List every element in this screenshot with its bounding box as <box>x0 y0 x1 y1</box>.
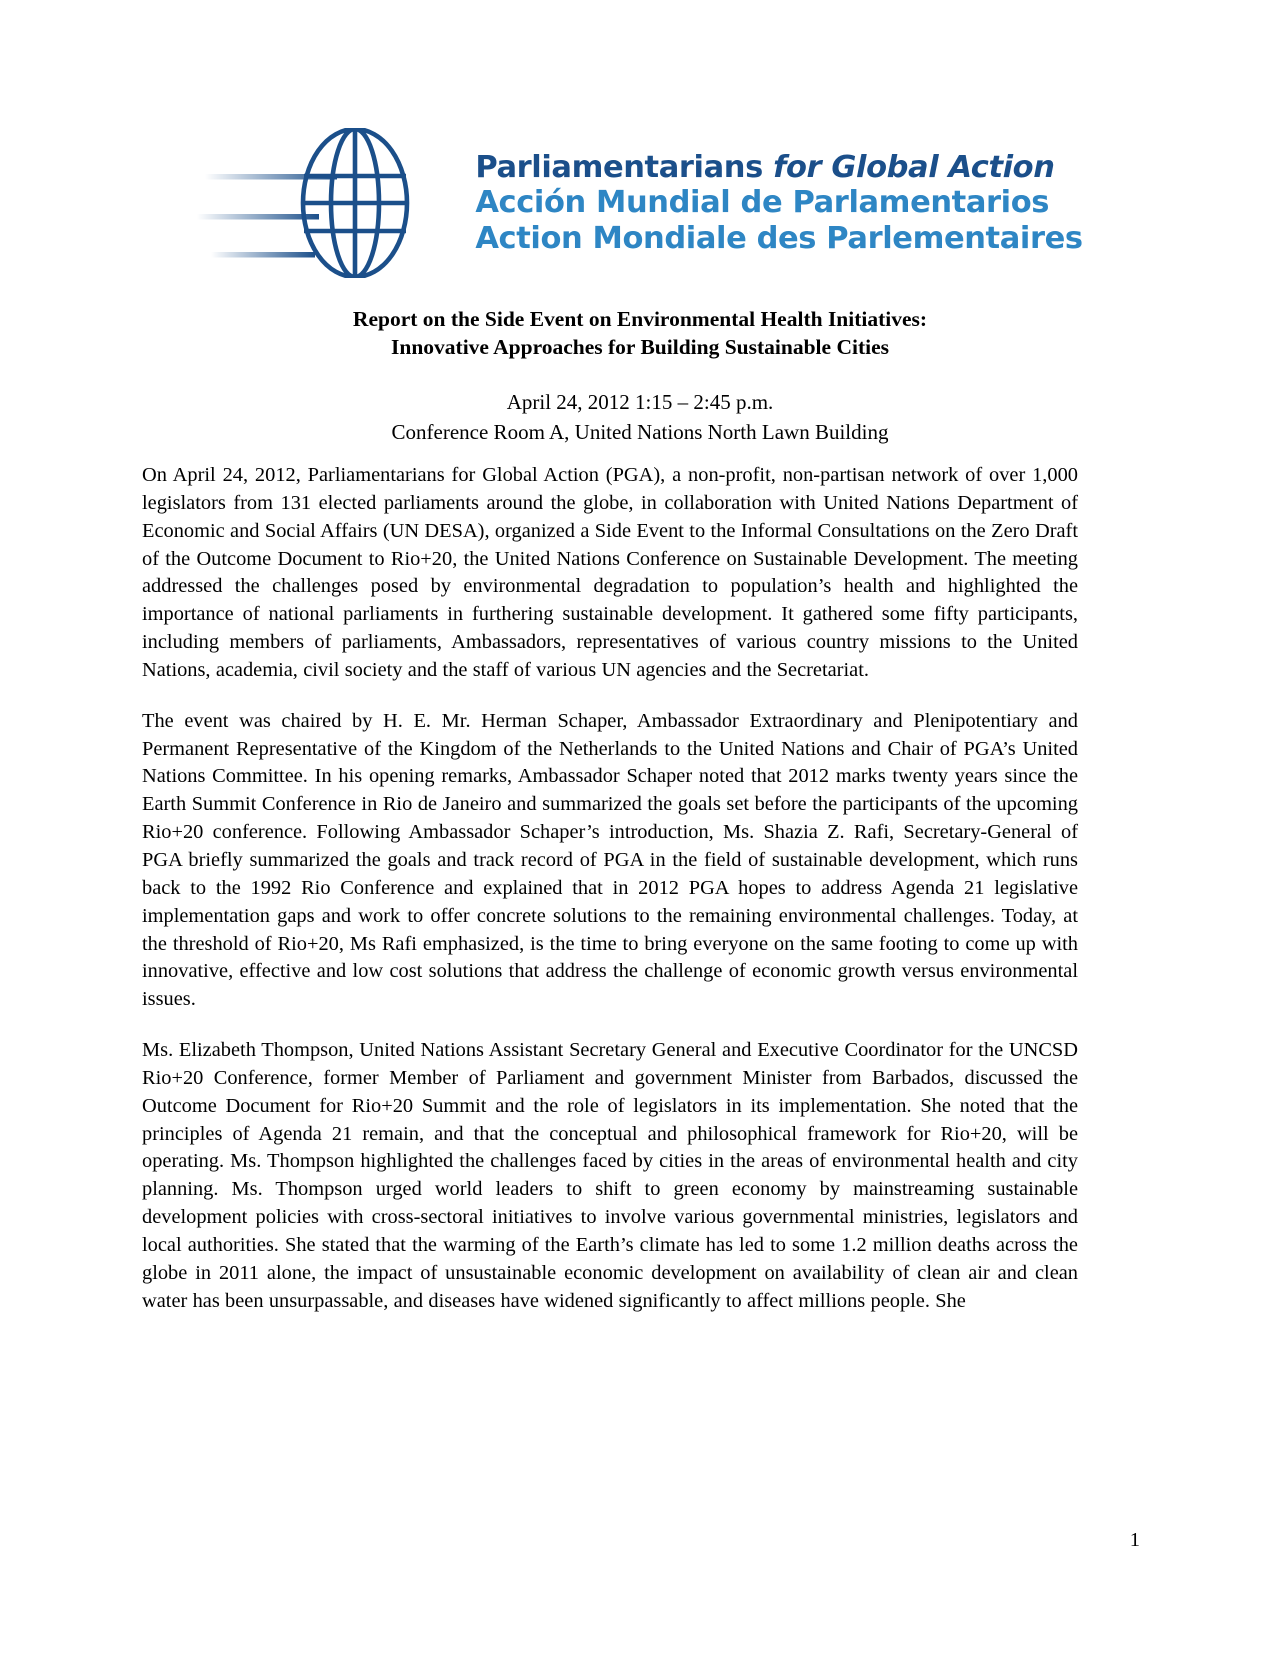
logo-line-french: Action Mondiale des Parlementaires <box>475 220 1083 256</box>
page-number: 1 <box>1129 1529 1140 1551</box>
logo <box>197 128 1082 278</box>
logo-line-english <box>475 150 1082 185</box>
event-venue: Conference Room A, United Nations North Lawn Building <box>391 419 889 444</box>
body-paragraph-2: The event was chaired by H. E. Mr. Herman Schaper, Ambassador Extraordinary and Plenipotentiary and Permanent Representative of the Kingdom of the Netherlands to the United Nations and Chair of PGA’s United Nations Committee. In his opening remarks, Ambassador Schaper noted that 2012 marks twenty years since the Earth Summit Conference in Rio de Janeiro and summarized the goals set before the participants of the upcoming Rio+20 conference. Following Ambassador Schaper’s introduction, Ms. Shazia Z. Rafi, Secretary-General of PGA briefly summarized the goals and track record of PGA in the field of sustainable development, which runs back to the 1992 Rio Conference and explained that in 2012 PGA hopes to address Agenda 21 legislative implementation gaps and work to offer concrete solutions to the remaining environmental challenges. Today, at the threshold of Rio+20, Ms Rafi emphasized, is the time to bring everyone on the same footing to come up with innovative, effective and low cost solutions that address the challenge of economic growth versus environmental issues. <box>142 709 1078 1011</box>
event-datetime: April 24, 2012 1:15 – 2:45 p.m. <box>506 390 774 414</box>
logo-wordmark <box>475 150 1082 256</box>
logo-line-english-italic: for Global Action <box>773 149 1055 185</box>
page-title-line-1: Report on the Side Event on Environmental Health Initiatives: <box>352 307 928 331</box>
body-paragraph-1: On April 24, 2012, Parliamentarians for Global Action (PGA), a non-profit, non-partisan network of over 1,000 legislators from 131 elected parliaments around the globe, in collaboration with United Nations Department of Economic and Social Affairs (UN DESA), organized a Side Event to the Informal Consultations on the Zero Draft of the Outcome Document to Rio+20, the United Nations Conference on Sustainable Development. The meeting addressed the challenges posed by environmental degradation to population’s health and highlighted the importance of national parliaments in furthering sustainable development. It gathered some fifty participants, including members of parliaments, Ambassadors, representatives of various country missions to the United Nations, academia, civil society and the staff of various UN agencies and the Secretariat. <box>142 464 1078 681</box>
page-title-line-2: Innovative Approaches for Building Sustainable Cities <box>391 335 889 360</box>
globe-icon <box>197 128 457 278</box>
logo-line-spanish: Acción Mundial de Parlamentarios <box>475 185 1050 221</box>
page-title <box>140 305 1140 362</box>
body-paragraph-3: Ms. Elizabeth Thompson, United Nations Assistant Secretary General and Executive Coordinator for the UNCSD Rio+20 Conference, former Member of Parliament and government Minister from Barbados, discussed the Outcome Document for Rio+20 Summit and the role of legislators in its implementation. She noted that the principles of Agenda 21 remain, and that the conceptual and philosophical framework for Rio+20, will be operating. Ms. Thompson highlighted the challenges faced by cities in the areas of environmental health and city planning. Ms. Thompson urged world leaders to shift to green economy by mainstreaming sustainable development policies with cross-sectoral initiatives to involve various governmental ministries, legislators and local authorities. She stated that the warming of the Earth’s climate has led to some 1.2 million deaths across the globe in 2011 alone, the impact of unsustainable economic development on availability of clean air and clean water has been unsurpassable, and diseases have widened significantly to affect millions people. She <box>142 1039 1078 1312</box>
document-body <box>142 462 1078 1315</box>
event-details <box>140 388 1140 448</box>
organization-letterhead <box>0 128 1280 278</box>
logo-line-english-plain: Parliamentarians <box>475 149 774 185</box>
